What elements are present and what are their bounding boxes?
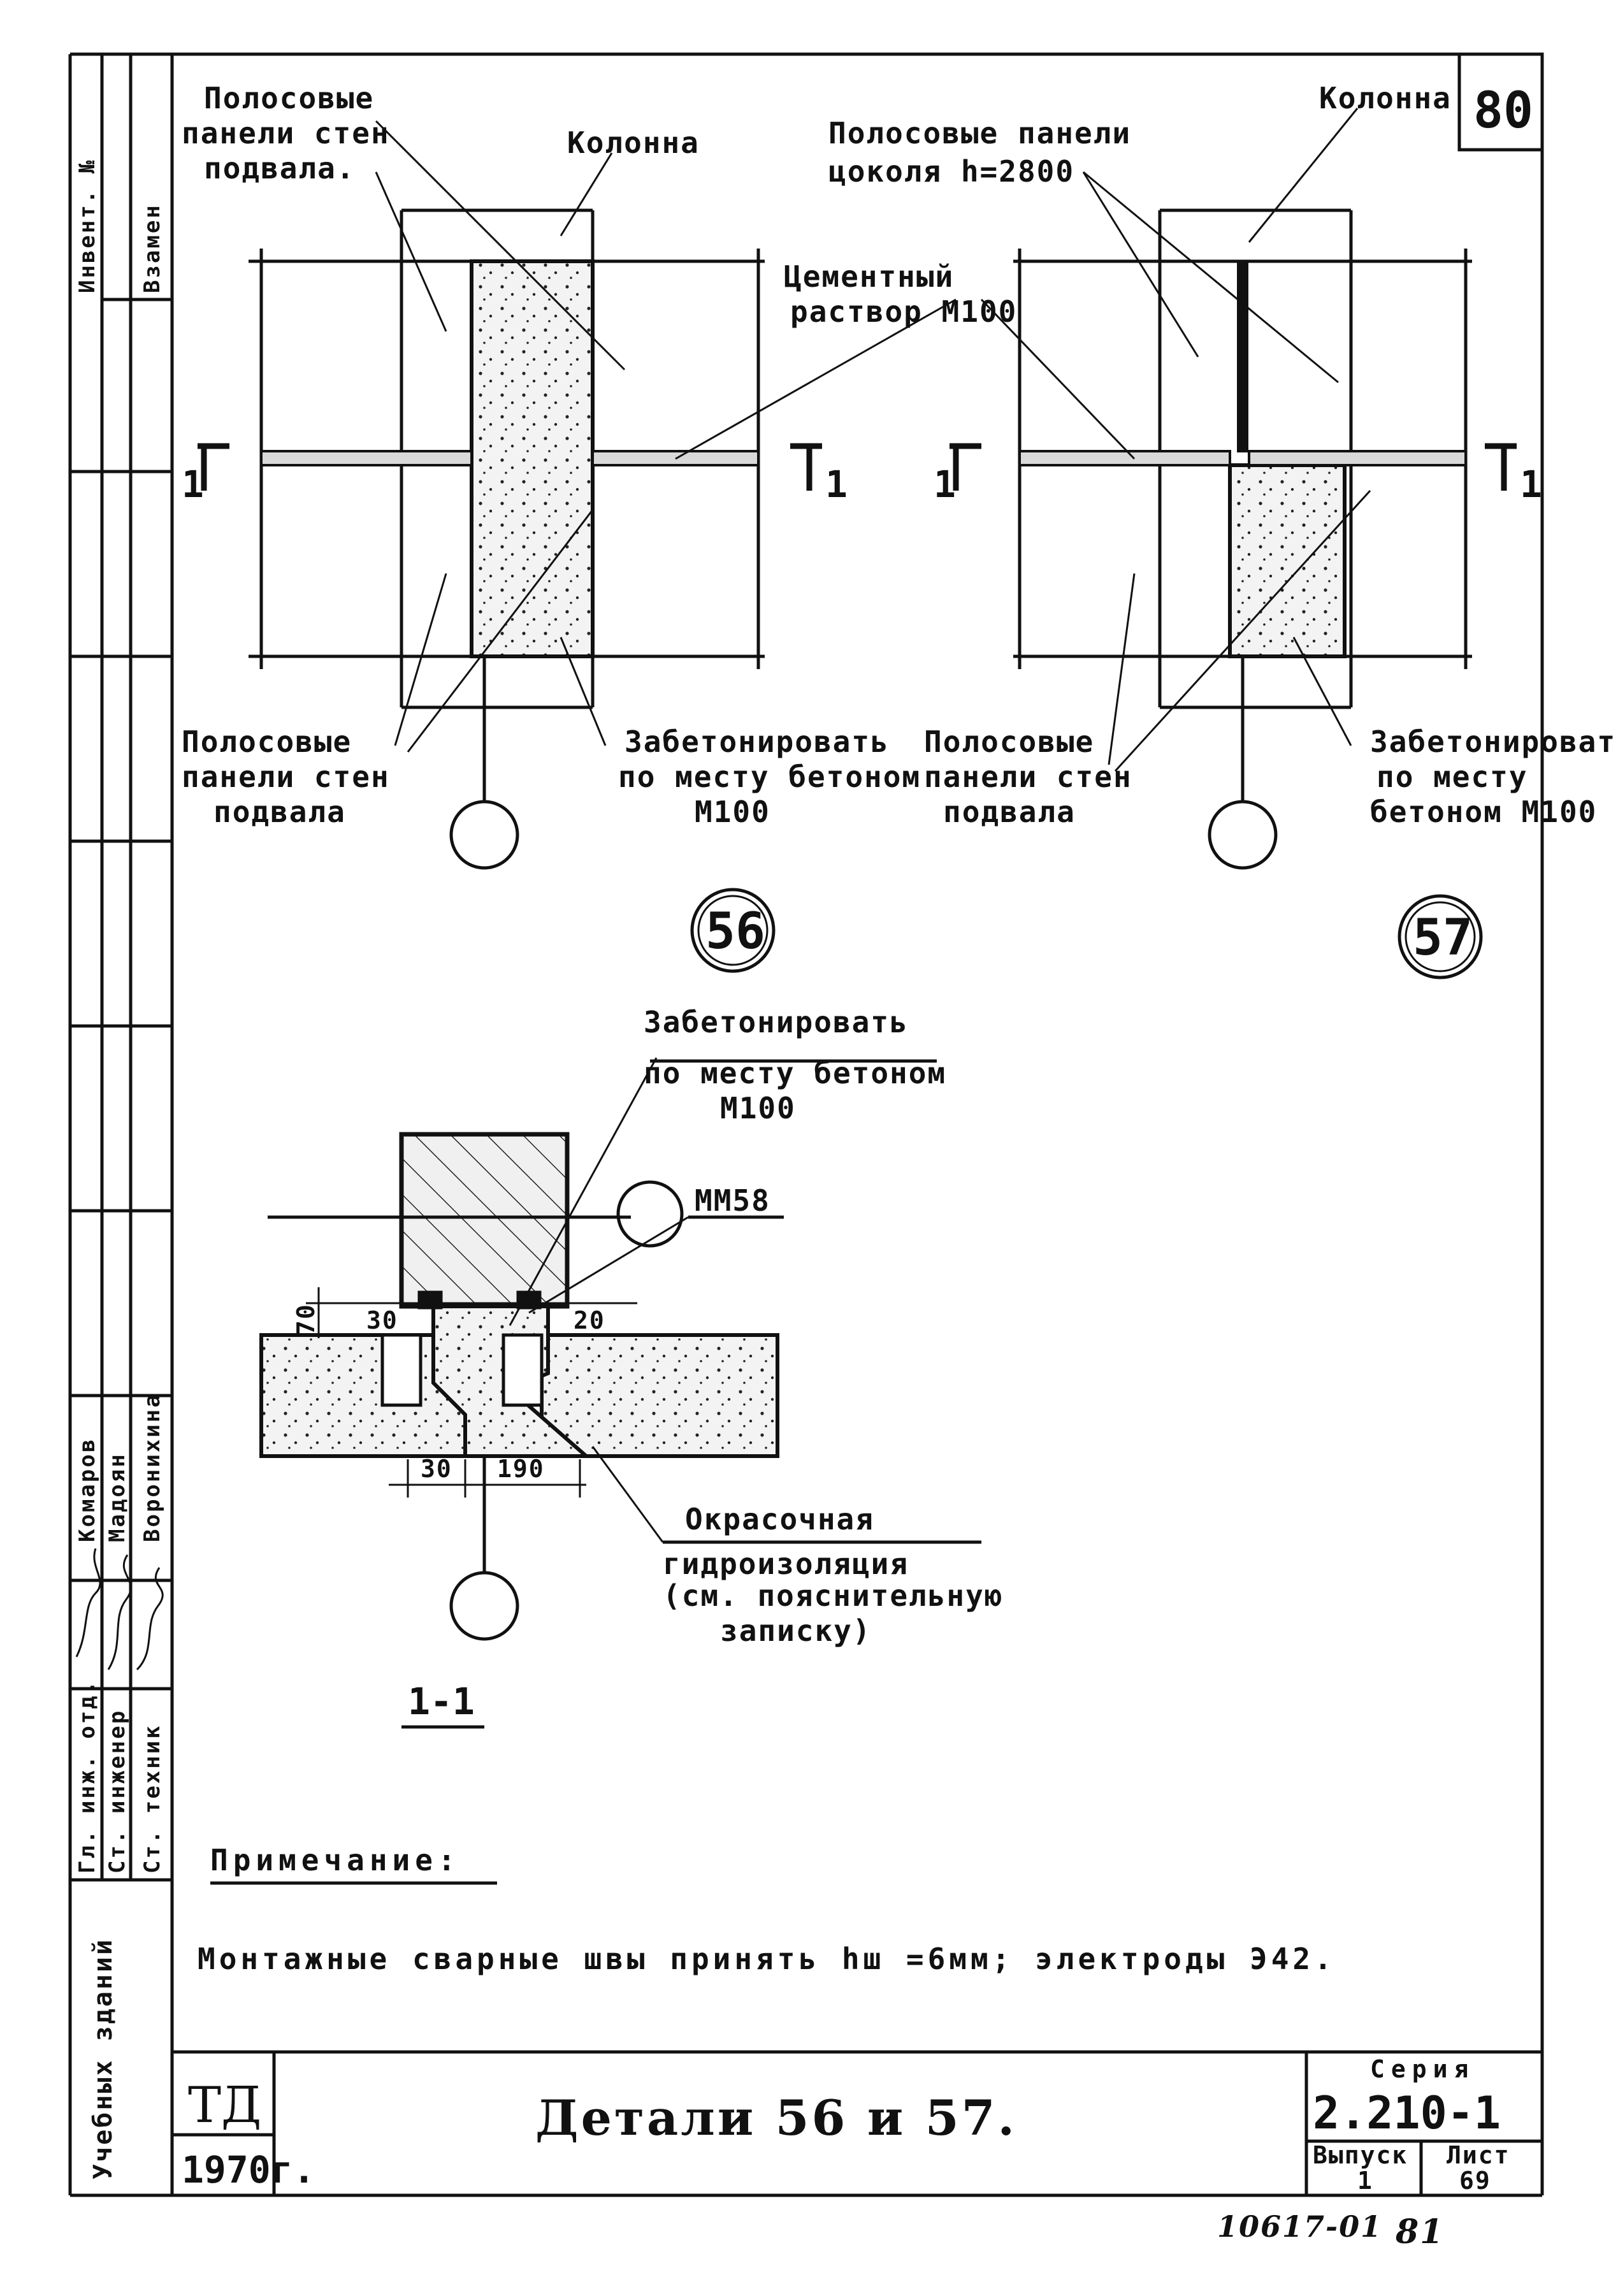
stamp-org: Учебных зданий [89, 1937, 118, 2179]
svg-text:панели стен: панели стен [182, 760, 390, 794]
svg-text:подвала: подвала [213, 795, 346, 829]
label-waterproofing [663, 1502, 1004, 1648]
svg-text:подвала.: подвала. [204, 151, 356, 185]
stamp-name-2: Мадоян [105, 1452, 130, 1542]
column-section [401, 1134, 567, 1306]
label-concrete-section [644, 1005, 946, 1125]
axis-bubble-section-bottom [451, 1573, 517, 1639]
svg-text:гидроизоляция: гидроизоляция [663, 1547, 909, 1581]
svg-text:Забетонировать: Забетонировать [644, 1005, 909, 1039]
svg-text:Полосовые: Полосовые [182, 725, 352, 759]
embedded-plate-left [382, 1335, 421, 1405]
label-mortar-56 [784, 259, 1017, 329]
axis-bubble-57 [1210, 802, 1276, 868]
svg-text:Цементный: Цементный [784, 259, 955, 294]
label-concrete-57 [1370, 725, 1616, 829]
org-mark: ТД [188, 2077, 262, 2134]
section-mark-57-right: 1 [1520, 463, 1542, 506]
embedded-plate-right [503, 1335, 542, 1405]
detail-number-56: 56 [705, 903, 765, 960]
dim-70: 70 [292, 1303, 320, 1335]
dim-30-bottom: 30 [421, 1455, 452, 1483]
signature-3 [137, 1568, 163, 1670]
svg-text:Забетонировать: Забетонировать [625, 725, 890, 759]
issue-label: Выпуск [1313, 2141, 1408, 2169]
title-block [172, 2052, 1542, 2195]
svg-text:панели стен: панели стен [182, 116, 390, 150]
stamp-name-1: Комаров [75, 1437, 100, 1542]
series-number: 2.210-1 [1313, 2087, 1501, 2139]
slab-section-right [542, 1335, 777, 1456]
svg-text:панели стен: панели стен [924, 760, 1132, 794]
drawing-title: Детали 56 и 57. [535, 2090, 1017, 2146]
concrete-fill-57 [1230, 465, 1345, 656]
signature-2 [108, 1555, 131, 1670]
year: 1970г. [182, 2148, 315, 2191]
stamp-role-3: Ст. техник [140, 1724, 165, 1874]
dim-190: 190 [497, 1455, 545, 1483]
svg-text:по месту: по месту [1376, 760, 1528, 794]
svg-text:Забетонироват: Забетонироват [1370, 725, 1617, 759]
note [198, 1843, 1336, 1976]
svg-text:(см. пояснительную: (см. пояснительную [663, 1578, 1004, 1613]
svg-text:по месту бетоном: по месту бетоном [644, 1056, 947, 1090]
section-mark-56-right: 1 [825, 463, 848, 506]
sheet-number: 80 [1473, 82, 1533, 140]
stamp-role-1: Гл. инж. отд. [75, 1679, 100, 1874]
label-column-56: Колонна [567, 126, 700, 160]
note-text: Монтажные сварные швы принять hш =6мм; электроды Э42. [198, 1942, 1336, 1976]
label-panels-bottom-57 [924, 725, 1132, 829]
signature-1 [76, 1549, 100, 1657]
axis-bubble-56 [451, 802, 517, 868]
stamp-invent: Инвент. № [75, 158, 100, 293]
footer-code: 10617-01 [1217, 2209, 1383, 2244]
detail-57 [828, 81, 1616, 978]
svg-text:цоколя h=2800: цоколя h=2800 [828, 154, 1075, 189]
dim-20: 20 [574, 1306, 605, 1334]
mortar-joint-57-left [1020, 451, 1230, 465]
svg-text:раствор М100: раствор М100 [790, 294, 1018, 329]
note-heading: Примечание: [210, 1843, 461, 1877]
section-1-1 [261, 1005, 1004, 1727]
detail-number-57: 57 [1413, 909, 1473, 967]
sheet-number-box [1459, 54, 1542, 150]
section-title: 1-1 [408, 1680, 475, 1723]
label-panels-top-56 [182, 81, 390, 185]
stamp-vzamen: Взамен [140, 203, 165, 293]
section-mark-56-left: 1 [182, 463, 204, 506]
sheet-value: 69 [1459, 2167, 1491, 2195]
mortar-joint-57-right [1249, 451, 1466, 465]
section-mark-57-left: 1 [934, 463, 956, 506]
axis-bubble-section-top [618, 1182, 682, 1246]
stamp-role-2: Ст. инженер [105, 1708, 130, 1874]
svg-text:Полосовые: Полосовые [924, 725, 1095, 759]
issue-number: 1 [1357, 2167, 1373, 2195]
svg-text:Окрасочная: Окрасочная [685, 1502, 874, 1536]
svg-text:М100: М100 [720, 1091, 796, 1125]
series-label: Серия [1370, 2055, 1475, 2083]
svg-text:подвала: подвала [943, 795, 1076, 829]
svg-text:Полосовые панели: Полосовые панели [828, 116, 1132, 150]
label-concrete-56 [618, 725, 921, 829]
mortar-joint-56-left [261, 451, 472, 465]
svg-text:Полосовые: Полосовые [204, 81, 375, 115]
dim-30-top: 30 [366, 1306, 398, 1334]
label-column-57: Колонна [1319, 81, 1452, 115]
svg-text:бетоном М100: бетоном М100 [1370, 795, 1598, 829]
sheet-label: Лист [1447, 2141, 1510, 2169]
label-mm58: ММ58 [695, 1183, 770, 1218]
stamp-name-3: Воронихина [140, 1392, 165, 1542]
label-panels-bottom-56 [182, 725, 390, 829]
svg-text:М100: М100 [695, 795, 770, 829]
side-stamp [75, 159, 165, 2179]
svg-text:записку): записку) [720, 1614, 872, 1648]
footer-page: 81 [1396, 2213, 1445, 2251]
detail-56 [182, 81, 1017, 971]
footer [1217, 2209, 1444, 2251]
svg-text:по месту бетоном: по месту бетоном [618, 760, 921, 794]
